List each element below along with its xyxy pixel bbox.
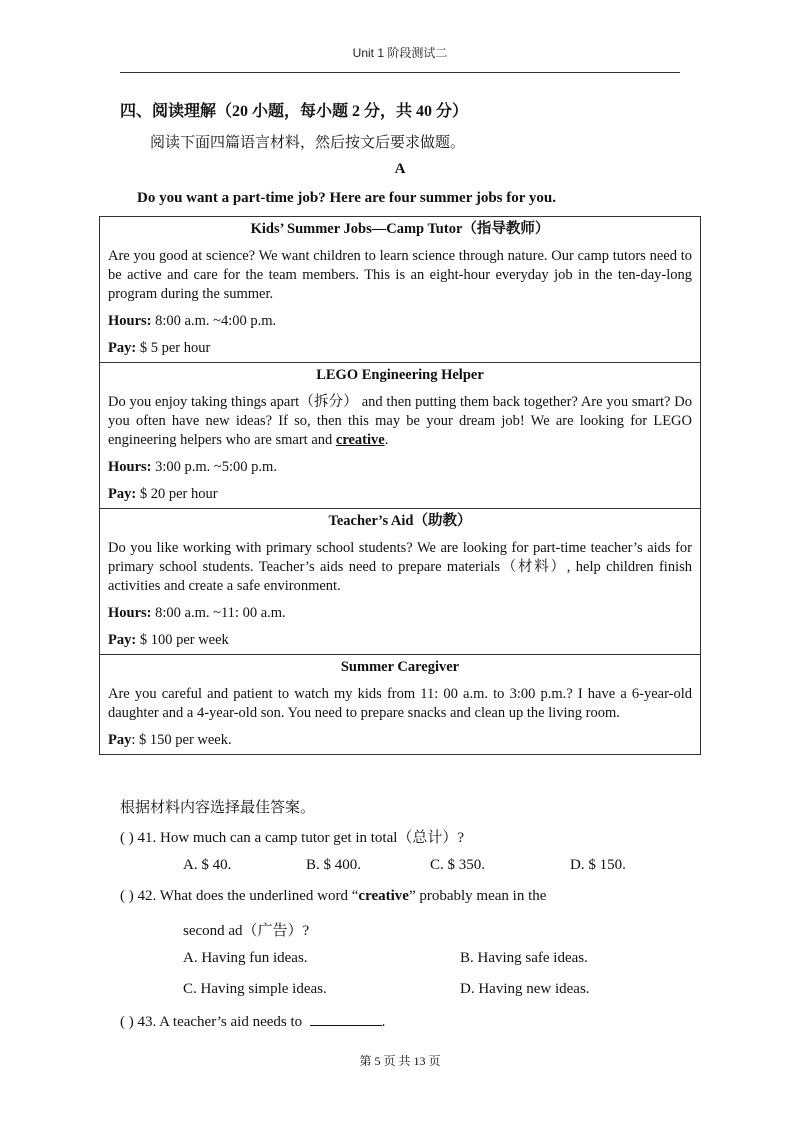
q42-key-word: creative: [358, 888, 409, 904]
question-42-stem: [120, 888, 680, 905]
pay-label: Pay: [108, 732, 132, 748]
question-42-stem-line2: second ad（广告）?: [183, 923, 310, 939]
q42-stem-text: ( ) 42. What does the underlined word “: [120, 888, 359, 904]
passage-intro: Do you want a part-time job? Here are four summer jobs for you.: [137, 190, 556, 206]
passage-letter: A: [394, 161, 406, 177]
q42-option-c[interactable]: C. Having simple ideas.: [183, 981, 327, 997]
job-pay: [108, 731, 692, 754]
hours-value: 3:00 p.m. ~5:00 p.m.: [155, 459, 277, 475]
pay-value: $ 5 per hour: [139, 340, 211, 356]
job-description: Do you like working with primary school students? We are looking for part-time teacher’s aids for primary school students. Teacher’s aids need to prepare materials（材料）, help children finish activities and create a safe environment.: [108, 540, 692, 594]
q43-stem-text: ( ) 43. A teacher’s aid needs to: [120, 1014, 303, 1030]
q41-option-a[interactable]: A. $ 40.: [183, 857, 232, 873]
jobs-table: [99, 216, 701, 755]
job-title: Summer Caregiver: [340, 659, 460, 675]
job-pay: [108, 485, 692, 508]
section-instruction: 阅读下面四篇语言材料，然后按文后要求做题。: [150, 135, 466, 151]
q42-stem-text-end: ” probably mean in the: [408, 888, 547, 904]
q41-option-b[interactable]: B. $ 400.: [306, 857, 362, 873]
page-header: Unit 1 阶段测试二: [352, 46, 448, 60]
description-text: Do you enjoy taking things apart（拆分） and then putting them back together? Are you smart? Do you often have new ideas? If so, then this may be your dream job! We are looking for LEGO engineering helpers who are smart and: [108, 394, 692, 448]
job-camp-tutor: [100, 217, 700, 362]
hours-value: 8:00 a.m. ~11: 00 a.m.: [155, 605, 286, 621]
job-pay: [108, 339, 692, 362]
hours-label: Hours:: [108, 459, 152, 475]
underlined-word: creative: [335, 432, 385, 448]
job-title: Kids’ Summer Jobs—Camp Tutor（指导教师）: [250, 221, 550, 237]
q41-option-c[interactable]: C. $ 350.: [430, 857, 486, 873]
pay-value: $ 100 per week: [139, 632, 229, 648]
job-description: Are you good at science? We want children to learn science through nature. Our camp tutors need to be active and care for the team members. This is an eight-hour everyday job in the ten-day-long program during the summer.: [108, 248, 692, 302]
job-lego-helper: [100, 362, 700, 508]
q42-option-d[interactable]: D. Having new ideas.: [460, 981, 590, 997]
q42-option-a[interactable]: A. Having fun ideas.: [183, 950, 308, 966]
hours-label: Hours:: [108, 313, 152, 329]
q41-option-d[interactable]: D. $ 150.: [570, 857, 626, 873]
pay-value: : $ 150 per week.: [131, 732, 232, 748]
header-rule: [120, 72, 680, 73]
page-footer: 第 5 页 共 13 页: [359, 1054, 441, 1068]
job-summer-caregiver: [100, 654, 700, 754]
job-hours: [108, 458, 692, 477]
q43-stem-end: .: [381, 1014, 386, 1030]
job-teachers-aid: [100, 508, 700, 654]
questions-intro: 根据材料内容选择最佳答案。: [120, 800, 316, 816]
job-title: Teacher’s Aid（助教）: [328, 513, 472, 529]
q42-option-b[interactable]: B. Having safe ideas.: [460, 950, 588, 966]
question-41-stem: ( ) 41. How much can a camp tutor get in total（总计）?: [120, 830, 465, 846]
pay-label: Pay:: [108, 632, 137, 648]
pay-label: Pay:: [108, 486, 137, 502]
hours-value: 8:00 a.m. ~4:00 p.m.: [155, 313, 277, 329]
pay-label: Pay:: [108, 340, 137, 356]
pay-value: $ 20 per hour: [139, 486, 218, 502]
job-title: LEGO Engineering Helper: [316, 367, 484, 383]
job-pay: [108, 631, 692, 654]
answer-blank[interactable]: [310, 1011, 382, 1026]
job-description: Are you careful and patient to watch my kids from 11: 00 a.m. to 3:00 p.m.? I have a 6-year-old daughter and a 4-year-old son. You need to prepare snacks and clean up the living room.: [108, 686, 692, 721]
job-hours: [108, 604, 692, 623]
description-end: .: [384, 432, 389, 448]
question-43-stem: [120, 1011, 385, 1031]
hours-label: Hours:: [108, 605, 152, 621]
job-description: [108, 393, 692, 450]
job-hours: [108, 312, 692, 331]
section-title: 四、阅读理解（20 小题，每小题 2 分，共 40 分）: [120, 103, 469, 120]
